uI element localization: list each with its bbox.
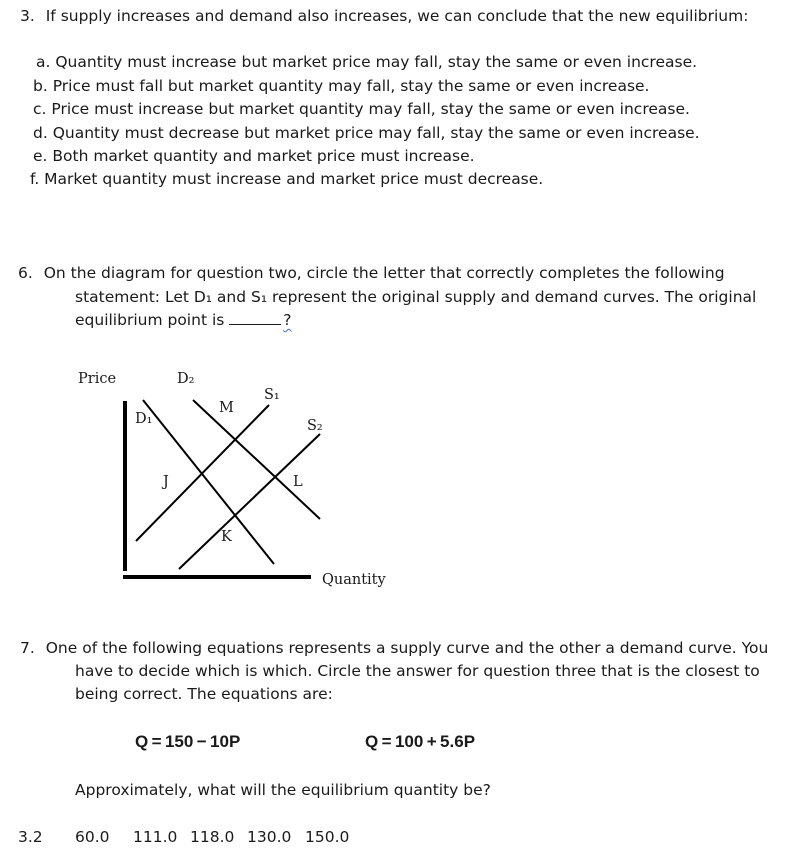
answer-choice: 60.0 <box>75 828 110 846</box>
q3-option-c: c. Price must increase but market quantity may fall, stay the same or even increase. <box>33 100 690 118</box>
equation-2: Q = 100 + 5.6P <box>365 732 476 751</box>
point-label-l: L <box>293 474 303 490</box>
q7-line-1: 7. One of the following equations represents a supply curve and the other a demand curve. You <box>20 639 769 657</box>
q3-number: 3. <box>20 7 35 25</box>
curve-label-s2: S₂ <box>307 418 323 434</box>
q3-option-a: a. Quantity must increase but market price may fall, stay the same or even increase. <box>36 53 698 71</box>
q7-line-2: have to decide which is which. Circle the answer for question three that is the closest to <box>75 662 760 680</box>
equation-1: Q = 150 − 10P <box>135 732 241 751</box>
q6-number: 6. <box>18 264 33 282</box>
curve-label-s1: S₁ <box>264 387 280 403</box>
q3-option-f: f. Market quantity must increase and market price must decrease. <box>30 170 544 188</box>
supply-curve-s1 <box>136 405 269 541</box>
point-label-k: K <box>221 529 232 545</box>
q7-number: 7. <box>20 639 35 657</box>
q6-line-1: 6. On the diagram for question two, circle the letter that correctly completes the following <box>18 264 725 282</box>
q3-text: If supply increases and demand also increases, we can conclude that the new equilibrium: <box>45 7 749 25</box>
q3-option-d: d. Quantity must decrease but market price may fall, stay the same or even increase. <box>33 124 700 142</box>
q7-line-3: being correct. The equations are: <box>75 685 333 703</box>
point-label-m: M <box>219 400 234 416</box>
q3-option-e: e. Both market quantity and market price must increase. <box>33 147 475 165</box>
q7-question: Approximately, what will the equilibrium quantity be? <box>75 781 491 799</box>
answer-choice: 111.0 <box>133 828 178 846</box>
curve-label-d1: D₁ <box>135 411 153 427</box>
answer-choice: 150.0 <box>305 828 350 846</box>
y-axis-label: Price <box>78 371 117 387</box>
blank-question-mark: ? <box>283 311 292 329</box>
answers-label: 3.2 <box>18 828 43 846</box>
curve-label-d2: D₂ <box>177 371 195 387</box>
x-axis-label: Quantity <box>322 572 386 588</box>
q6-line-3: equilibrium point is ? <box>75 311 292 329</box>
answer-choice: 118.0 <box>190 828 235 846</box>
q6-line-2: statement: Let D₁ and S₁ represent the original supply and demand curves. The original <box>75 288 757 306</box>
point-label-j: J <box>163 474 169 490</box>
q3-option-b: b. Price must fall but market quantity may fall, stay the same or even increase. <box>33 77 650 95</box>
answer-choice: 130.0 <box>247 828 292 846</box>
